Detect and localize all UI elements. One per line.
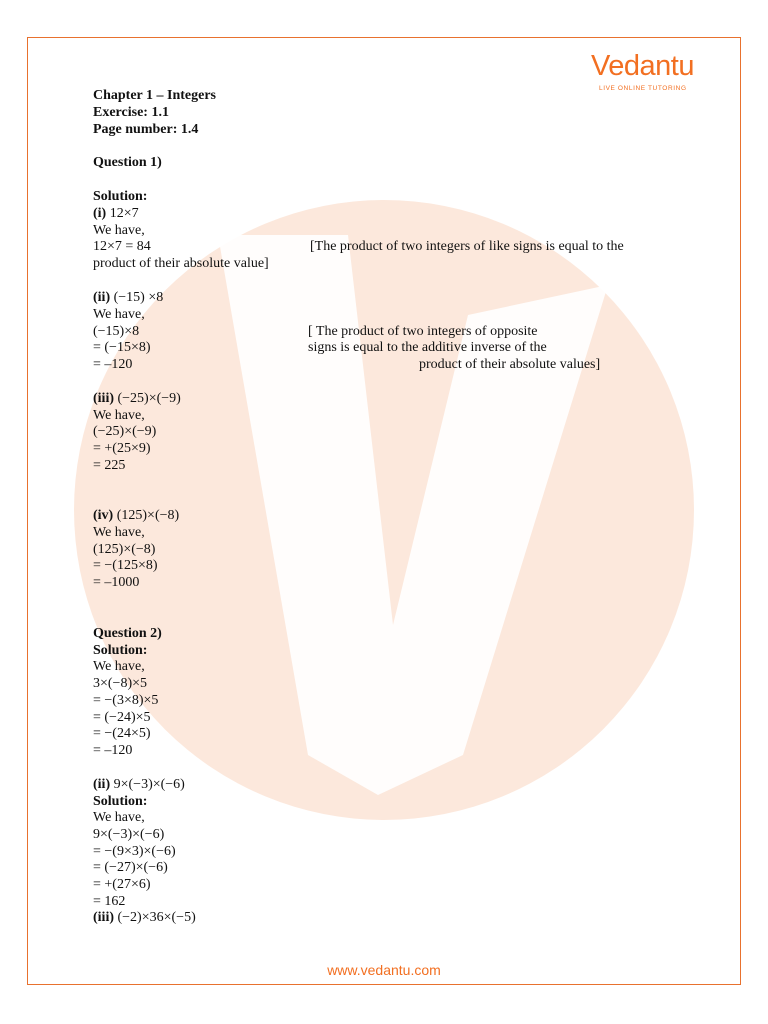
part-expression: (125)×(−8)	[116, 508, 180, 523]
part-expression: (−2)×36×(−5)	[117, 910, 196, 925]
we-have-text: We have,	[93, 810, 145, 825]
reason-note-cont: signs is equal to the additive inverse of the	[308, 340, 547, 355]
math-step: (125)×(−8)	[93, 542, 156, 557]
math-step: (−15)×8	[93, 324, 140, 339]
q1-ii-heading	[93, 290, 163, 306]
solution-label: Solution:	[93, 794, 148, 809]
part-expression: 12×7	[109, 206, 139, 221]
part-label: (i)	[93, 206, 107, 221]
math-step: = –120	[93, 357, 133, 372]
part-label: (ii)	[93, 777, 111, 792]
part-expression: (−15) ×8	[113, 290, 164, 305]
question-2-title: Question 2)	[93, 626, 162, 641]
math-step: = −(9×3)×(−6)	[93, 844, 176, 859]
math-step: = (−15×8)	[93, 340, 151, 355]
math-step: = +(27×6)	[93, 877, 151, 892]
q1-iii-heading	[93, 391, 181, 407]
we-have-text: We have,	[93, 307, 145, 322]
math-step: = −(3×8)×5	[93, 693, 159, 708]
q1-i-heading	[93, 206, 139, 222]
part-expression: 9×(−3)×(−6)	[113, 777, 185, 792]
q1-iv-heading	[93, 508, 179, 524]
question-1-title: Question 1)	[93, 155, 162, 170]
exercise-label: Exercise: 1.1	[93, 105, 169, 120]
q2-ii-heading	[93, 777, 185, 793]
part-label: (iii)	[93, 910, 114, 925]
solution-label: Solution:	[93, 643, 148, 658]
we-have-text: We have,	[93, 659, 145, 674]
part-label: (iii)	[93, 391, 114, 406]
math-step: = (−24)×5	[93, 710, 151, 725]
we-have-text: We have,	[93, 408, 145, 423]
math-step: = (−27)×(−6)	[93, 860, 168, 875]
math-step: = 162	[93, 894, 126, 909]
math-step: = −(24×5)	[93, 726, 151, 741]
vedantu-logo	[591, 50, 703, 96]
math-step: = +(25×9)	[93, 441, 151, 456]
math-step: (−25)×(−9)	[93, 424, 157, 439]
math-step: = –1000	[93, 575, 140, 590]
math-step: 12×7 = 84	[93, 239, 151, 254]
logo-wordmark: Vedantu	[591, 50, 694, 82]
math-step: = −(125×8)	[93, 558, 158, 573]
q2-iii-heading	[93, 910, 196, 926]
footer-url[interactable]: www.vedantu.com	[327, 962, 441, 978]
solution-label: Solution:	[93, 189, 148, 204]
part-label: (iv)	[93, 508, 114, 523]
part-label: (ii)	[93, 290, 111, 305]
logo-tagline: LIVE ONLINE TUTORING	[599, 85, 687, 92]
part-expression: (−25)×(−9)	[117, 391, 181, 406]
reason-note-cont: product of their absolute values]	[419, 357, 601, 372]
math-step: = –120	[93, 743, 133, 758]
math-step: 9×(−3)×(−6)	[93, 827, 165, 842]
reason-note-cont: product of their absolute value]	[93, 256, 269, 271]
chapter-title: Chapter 1 – Integers	[93, 88, 217, 103]
reason-note: [ The product of two integers of opposite	[308, 324, 538, 339]
we-have-text: We have,	[93, 223, 145, 238]
math-step: 3×(−8)×5	[93, 676, 148, 691]
math-step: = 225	[93, 458, 126, 473]
reason-note: [The product of two integers of like signs is equal to the	[310, 239, 624, 254]
we-have-text: We have,	[93, 525, 145, 540]
page-number-label: Page number: 1.4	[93, 122, 199, 137]
